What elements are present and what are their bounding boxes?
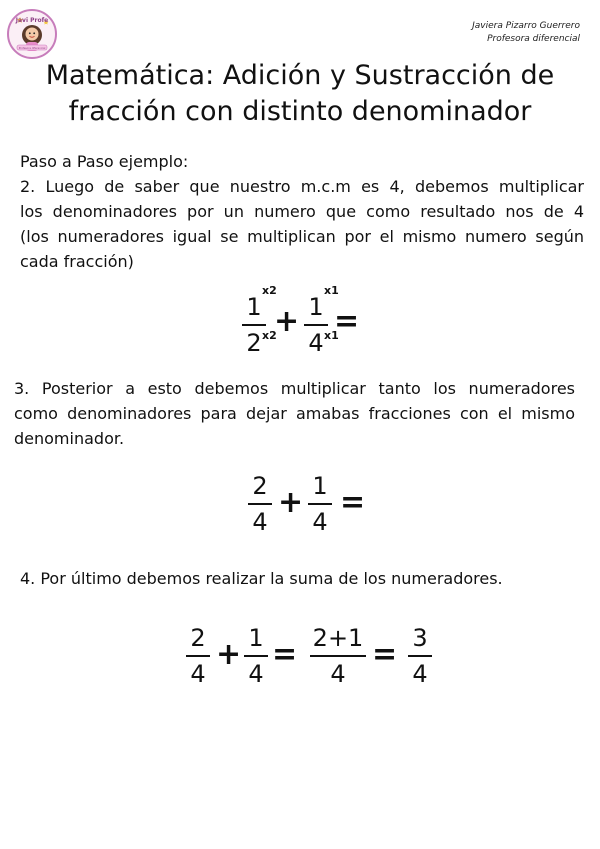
fraction-denominator: 4 — [312, 508, 328, 536]
fraction-bar — [248, 503, 272, 505]
fraction-1 — [242, 293, 266, 357]
javi-profe-logo — [6, 8, 58, 60]
fraction-numerator: 2 — [252, 472, 268, 500]
intro-line: (los numeradores igual se multiplican por el mismo numero según — [20, 227, 584, 246]
fraction-2 — [304, 293, 328, 357]
numerator-multiplier: x2 — [262, 284, 277, 297]
equation-1 — [0, 285, 600, 365]
step-3-paragraph — [14, 376, 575, 451]
fraction-bar — [308, 503, 332, 505]
equation-3 — [0, 624, 600, 694]
fraction-denominator: 4 — [248, 660, 264, 688]
title-line-1: Matemática: Adición y Sustracción de — [45, 60, 555, 91]
numerator-multiplier: x1 — [324, 284, 339, 297]
fraction-denominator: 4 — [412, 660, 428, 688]
fraction-denominator: 4 — [190, 660, 206, 688]
fraction-numerator: 1 — [246, 293, 262, 321]
equation-2 — [0, 472, 600, 542]
fraction-bar — [310, 655, 366, 657]
step-4-paragraph — [20, 566, 580, 591]
step-3-line: como denominadores para dejar amabas fracciones con el mismo — [14, 404, 575, 423]
step-4-line: 4. Por último debemos realizar la suma de los numeradores. — [20, 569, 503, 588]
fraction-4 — [408, 624, 432, 688]
equals-sign: = — [334, 304, 360, 339]
step-3-line: 3. Posterior a esto debemos multiplicar tanto los numeradores — [14, 379, 575, 398]
fraction-1 — [248, 472, 272, 536]
author-name: Javiera Pizarro Guerrero — [472, 21, 580, 31]
fraction-3 — [310, 624, 366, 688]
fraction-bar — [304, 324, 328, 326]
fraction-denominator: 4 — [308, 329, 324, 357]
plus-sign: + — [274, 304, 300, 339]
logo-text-bottom: Profesora diferencial — [18, 46, 46, 50]
plus-sign: + — [216, 637, 242, 672]
denominator-multiplier: x1 — [324, 329, 339, 342]
logo-text-top: Javi Profe — [15, 17, 49, 24]
fraction-numerator: 3 — [412, 624, 428, 652]
fraction-bar — [244, 655, 268, 657]
intro-line: cada fracción) — [20, 252, 134, 271]
denominator-multiplier: x2 — [262, 329, 277, 342]
step-2-paragraph — [20, 149, 584, 274]
fraction-numerator: 2 — [190, 624, 206, 652]
step-3-line: denominador. — [14, 429, 125, 448]
fraction-bar — [242, 324, 266, 326]
intro-line: los denominadores por un numero que como resultado nos de 4 — [20, 202, 584, 221]
author-role: Profesora diferencial — [487, 34, 580, 44]
page-title — [0, 58, 600, 130]
fraction-2 — [244, 624, 268, 688]
intro-heading: Paso a Paso ejemplo: — [20, 152, 189, 171]
fraction-1 — [186, 624, 210, 688]
fraction-numerator: 1 — [248, 624, 264, 652]
plus-sign: + — [278, 485, 304, 520]
fraction-numerator: 2+1 — [312, 624, 364, 652]
fraction-denominator: 4 — [252, 508, 268, 536]
fraction-bar — [186, 655, 210, 657]
fraction-2 — [308, 472, 332, 536]
fraction-denominator: 2 — [246, 329, 262, 357]
author-block — [472, 20, 580, 46]
equals-sign: = — [372, 637, 398, 672]
fraction-bar — [408, 655, 432, 657]
equals-sign: = — [272, 637, 298, 672]
fraction-numerator: 1 — [312, 472, 328, 500]
intro-line: 2. Luego de saber que nuestro m.c.m es 4, debemos multiplicar — [20, 177, 584, 196]
fraction-denominator: 4 — [330, 660, 346, 688]
equals-sign: = — [340, 485, 366, 520]
fraction-numerator: 1 — [308, 293, 324, 321]
title-line-2: fracción con distinto denominador — [68, 96, 532, 127]
